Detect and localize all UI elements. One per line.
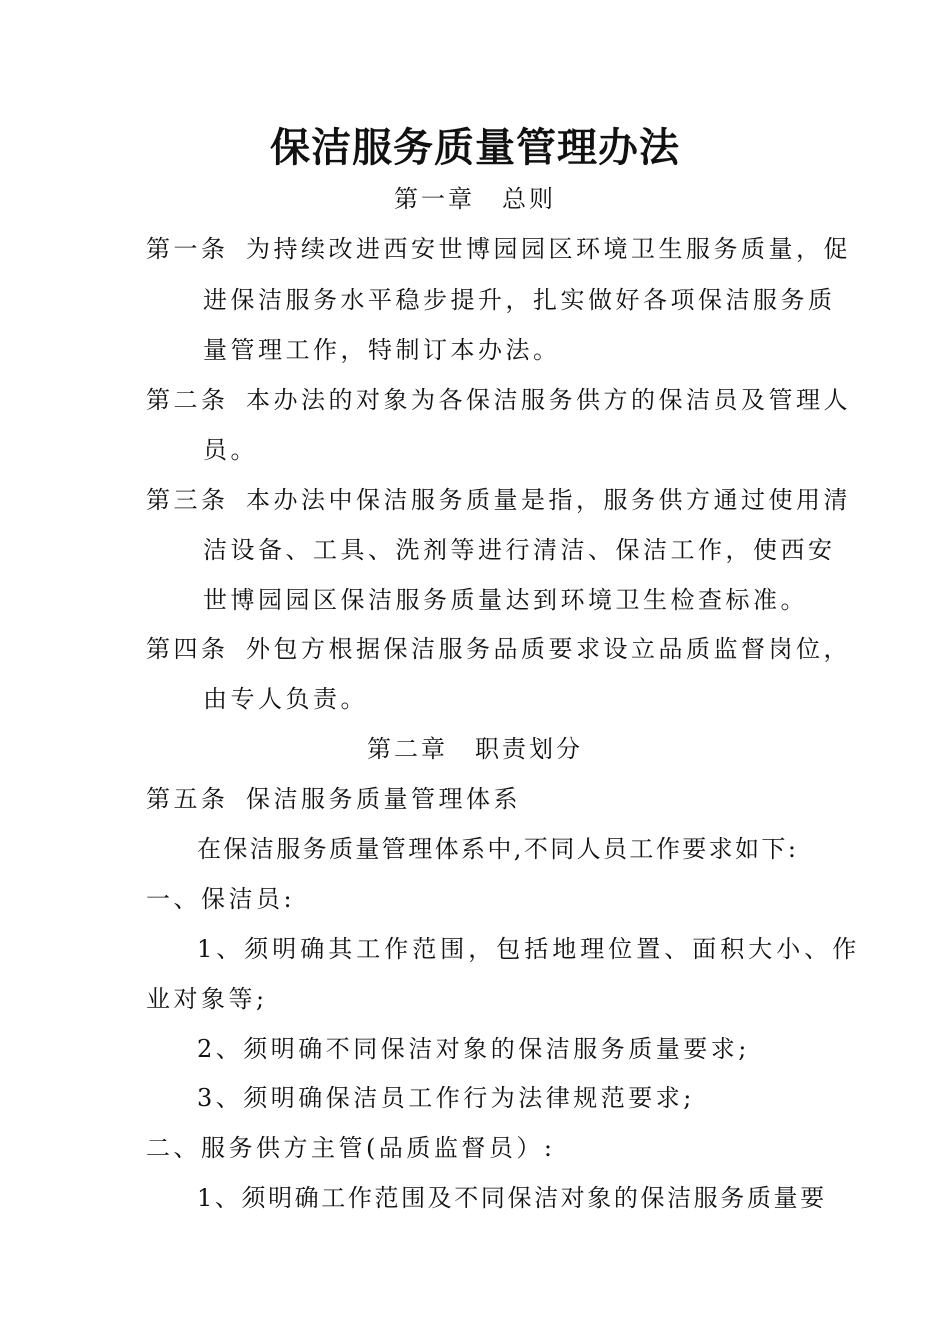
article-4-line-2: 由专人负责。 — [203, 685, 368, 713]
intro-paragraph: 在保洁服务质量管理体系中,不同人员工作要求如下: — [197, 835, 799, 863]
article-1-label: 第一条 — [146, 235, 229, 263]
article-3-line-2: 洁设备、工具、洗剂等进行清洁、保洁工作，使西安 — [203, 536, 836, 564]
article-3-first-line — [146, 483, 851, 517]
chapter-heading-2: 第二章 职责划分 — [367, 735, 583, 763]
article-2-first-line — [146, 383, 851, 417]
section-2-item-1: 1、须明确工作范围及不同保洁对象的保洁服务质量要 — [197, 1184, 827, 1212]
article-5-text: 保洁服务质量管理体系 — [246, 785, 521, 813]
chapter-heading-1: 第一章 总则 — [394, 185, 556, 213]
article-2-line-2: 员。 — [203, 436, 258, 464]
article-1-line-3: 量管理工作，特制订本办法。 — [203, 336, 561, 364]
article-1-line-2: 进保洁服务水平稳步提升，扎实做好各项保洁服务质 — [203, 286, 836, 314]
article-5-label: 第五条 — [146, 785, 229, 813]
section-1-item-2: 2、须明确不同保洁对象的保洁服务质量要求; — [197, 1035, 750, 1063]
article-4-first-line — [146, 632, 851, 666]
section-1-item-3: 3、须明确保洁员工作行为法律规范要求; — [197, 1084, 695, 1112]
article-1-text: 为持续改进西安世博园园区环境卫生服务质量，促 — [246, 235, 851, 263]
document-title: 保洁服务质量管理办法 — [270, 124, 680, 171]
section-1-item-1-line-1: 1、须明确其工作范围，包括地理位置、面积大小、作 — [197, 935, 861, 963]
section-2-heading: 二、服务供方主管(品质监督员）: — [146, 1134, 556, 1162]
article-3-text: 本办法中保洁服务质量是指，服务供方通过使用清 — [246, 486, 851, 514]
section-1-heading: 一、保洁员: — [146, 885, 296, 913]
article-3-line-3: 世博园园区保洁服务质量达到环境卫生检查标准。 — [203, 586, 808, 614]
article-1-first-line — [146, 232, 851, 266]
article-3-label: 第三条 — [146, 486, 229, 514]
article-5-line — [146, 782, 521, 816]
article-4-label: 第四条 — [146, 635, 229, 663]
article-2-text: 本办法的对象为各保洁服务供方的保洁员及管理人 — [246, 386, 851, 414]
article-4-text: 外包方根据保洁服务品质要求设立品质监督岗位， — [246, 635, 851, 663]
section-1-item-1-line-2: 业对象等; — [146, 985, 268, 1013]
article-2-label: 第二条 — [146, 386, 229, 414]
